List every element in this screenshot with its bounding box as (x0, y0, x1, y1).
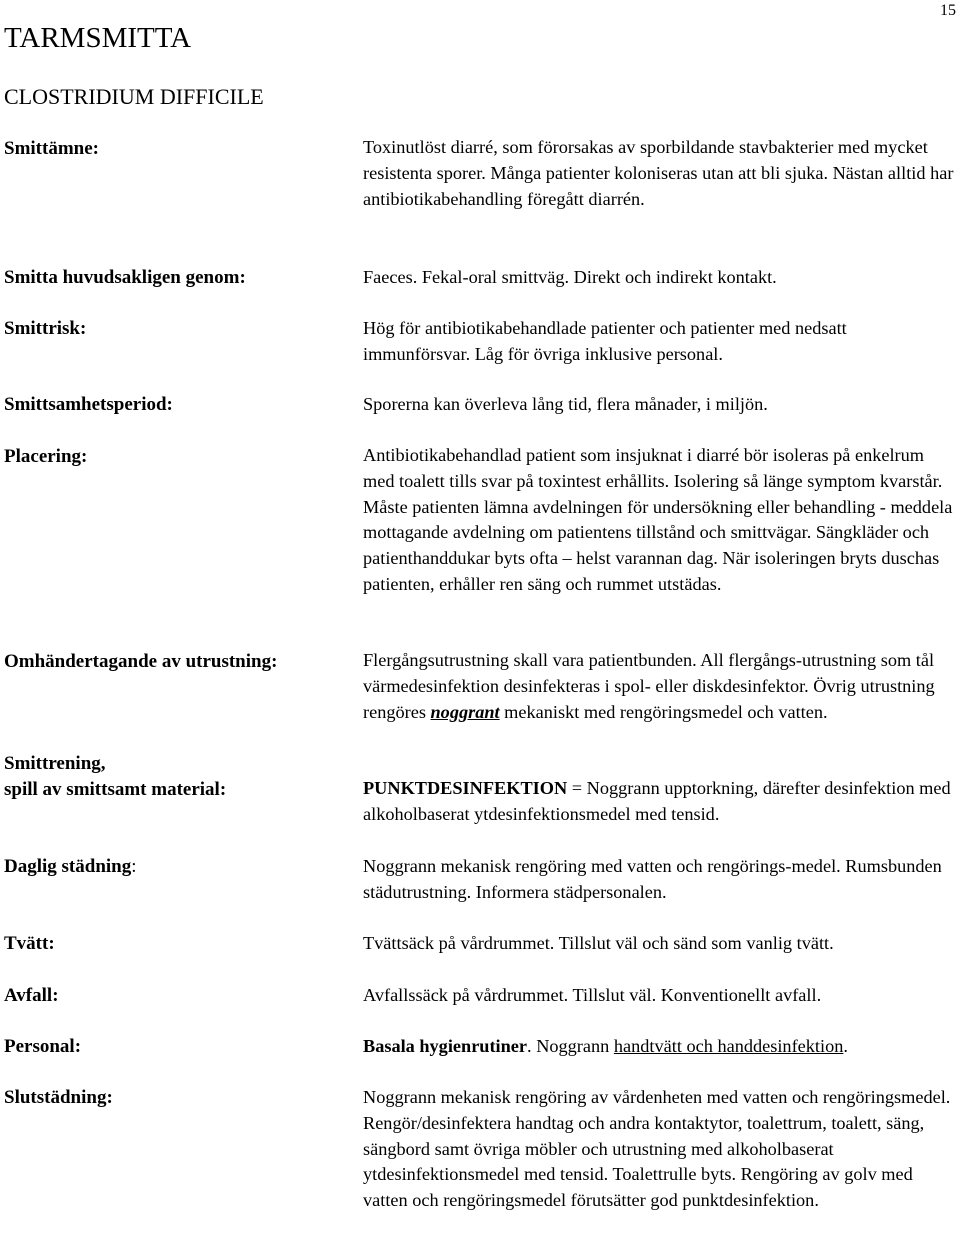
label-placering: Placering: (4, 446, 88, 467)
emphasis-noggrant: noggrant (430, 701, 500, 722)
label-avfall: Avfall: (4, 985, 59, 1006)
label-personal: Personal: (4, 1036, 82, 1057)
label-smittrisk: Smittrisk: (4, 318, 87, 339)
label-daglig-colon: : (131, 856, 137, 877)
label-smittamne: Smittämne: (4, 138, 99, 159)
heading-punktdesinfektion: PUNKTDESINFEKTION (363, 778, 568, 798)
link-handtvatt: handtvätt och handdesinfektion (613, 1036, 844, 1056)
page-number: 15 (940, 2, 956, 19)
label-daglig (4, 854, 354, 880)
smittrening-text: = Noggrann upptorkning, därefter desinfektion med alkoholbaserat ytdesinfektionsmedel med tensid. (363, 778, 951, 824)
heading-basala-hygienrutiner: Basala hygienrutiner (363, 1036, 528, 1056)
label-omhandertagande: Omhändertagande av utrustning: (4, 651, 278, 672)
text-personal (363, 1034, 957, 1060)
label-tvatt: Tvätt: (4, 933, 55, 954)
text-smittamne: Toxinutlöst diarré, som förorsakas av sporbildande stavbakterier med mycket resistenta sporer. Många patienter koloniseras utan att bli sjuka. Nästan alltid har antibiotikabehandling föregått diarrén. (363, 137, 954, 209)
page-title: TARMSMITTA (4, 22, 192, 54)
text-omhandertagande (363, 648, 957, 725)
text-daglig: Noggrann mekanisk rengöring med vatten och rengörings-medel. Rumsbunden städutrustning. Informera städpersonalen. (363, 856, 942, 902)
text-smitta: Faeces. Fekal-oral smittväg. Direkt och indirekt kontakt. (363, 267, 777, 287)
text-smittrening (363, 776, 957, 828)
omhandertagande-text-1: Flergångsutrustning skall vara patientbunden. All flergångs-utrustning som tål värmedesinfektion desinfekteras i spol- eller diskdesinfektor. Övrig utrustning rengöres (363, 650, 935, 722)
label-daglig-bold: Daglig städning (4, 856, 132, 877)
text-placering: Antibiotikabehandlad patient som insjuknat i diarré bör isoleras på enkelrum med toalett tills svar på toxintest erhållits. Isolering så länge symptom kvarstår. Måste patienten lämna avdelningen för undersökning eller behandling - meddela mottagande avdelning om patientens tillstånd och smittvägar. Sängkläder och patienthanddukar byts ofta – helst varannan dag. När isoleringen bryts duschas patienten, erhåller ren säng och rummet utstädas. (363, 445, 953, 594)
text-tvatt: Tvättsäck på vårdrummet. Tillslut väl och sänd som vanlig tvätt. (363, 933, 834, 953)
label-smittrening-line1: Smittrening, (4, 753, 106, 774)
label-smittrening-line2: spill av smittsamt material: (4, 779, 227, 800)
text-smittrisk: Hög för antibiotikabehandlade patienter och patienter med nedsatt immunförsvar. Låg för övriga inklusive personal. (363, 318, 847, 364)
text-smittsamhet: Sporerna kan överleva lång tid, flera månader, i miljön. (363, 394, 768, 414)
page-subtitle: CLOSTRIDIUM DIFFICILE (4, 84, 264, 109)
personal-text-1: . Noggrann (527, 1036, 614, 1056)
personal-text-2: . (843, 1036, 848, 1056)
label-smittrening (4, 751, 354, 803)
text-slutstadning: Noggrann mekanisk rengöring av vårdenheten med vatten och rengöringsmedel. Rengör/desinfektera handtag och andra kontaktytor, toalettrum, toalett, säng, sängbord samt övriga möbler och utrustning med alkoholbaserat ytdesinfektionsmedel med tensid. Toalettrulle byts. Rengöring av golv med vatten och rengöringsmedel förutsätter god punktdesinfektion. (363, 1087, 951, 1211)
label-slutstadning: Slutstädning: (4, 1087, 113, 1108)
text-avfall: Avfallssäck på vårdrummet. Tillslut väl. Konventionellt avfall. (363, 985, 822, 1005)
label-smittsamhet: Smittsamhetsperiod: (4, 394, 173, 415)
omhandertagande-text-2: mekaniskt med rengöringsmedel och vatten. (499, 701, 828, 722)
label-smitta: Smitta huvudsakligen genom: (4, 267, 246, 288)
